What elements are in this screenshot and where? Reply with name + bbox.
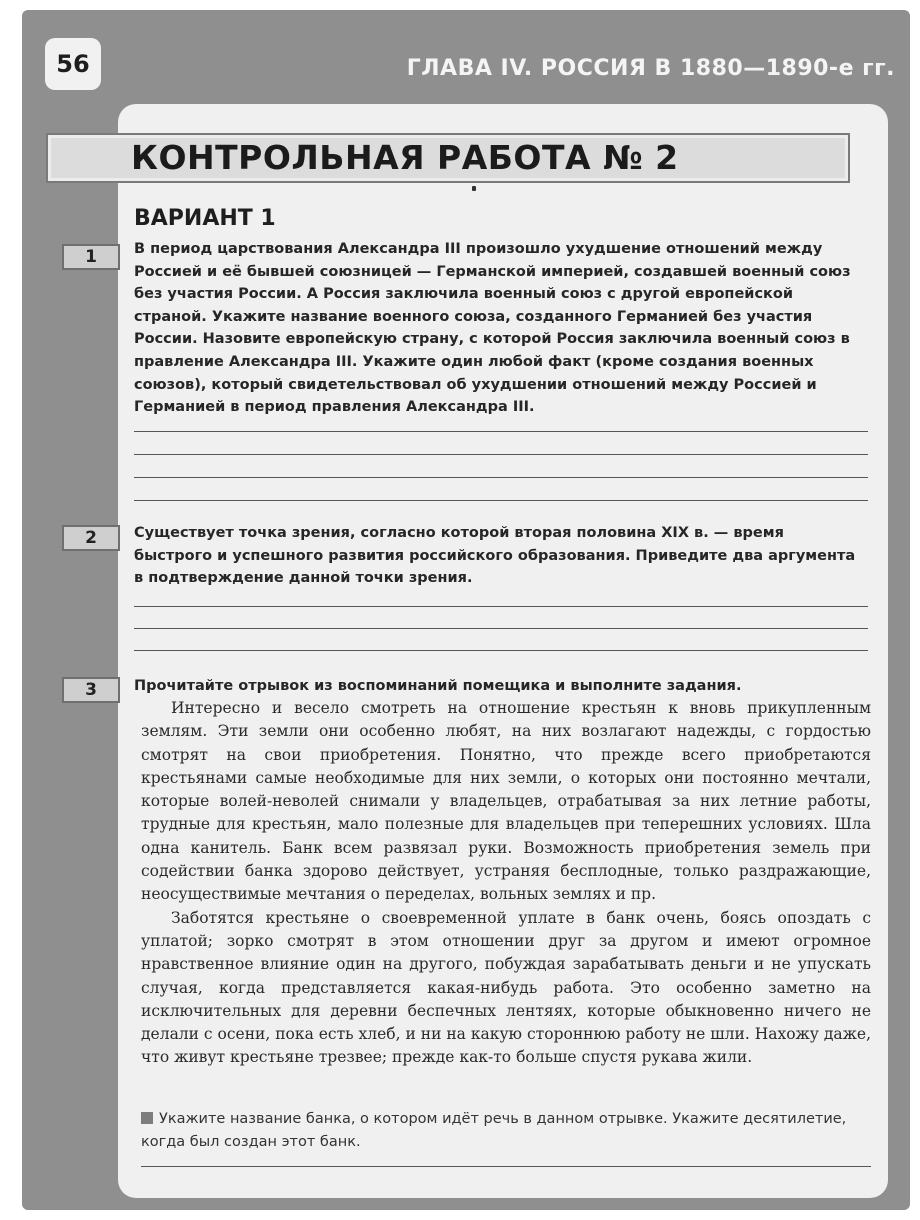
variant-heading: ВАРИАНТ 1 xyxy=(134,206,276,231)
ink-dot xyxy=(472,186,476,191)
memoir-excerpt xyxy=(141,697,871,1070)
question-text-2: Существует точка зрения, согласно которой вторая половина XIX в. — время быстрого и успешного развития российского образования. Приведите два аргумента в подтверждение данной точки зрения. xyxy=(134,525,856,587)
answer-line[interactable] xyxy=(134,477,868,478)
excerpt-paragraph-1: Интересно и весело смотреть на отношение крестьян к вновь прикупленным землям. Эти земли они особенно любят, на них возлагают надежды, с гордостью смотрят на свои приобретения. Понятно, что прежде всего приобретаются крестьянами самые необходимые для них земли, о которых они постоянно мечтали, которые волей-неволей снимали у владельцев, отрабатывая за них летние работы, трудные для крестьян, мало полезные для владельцев при теперешних условиях. Шла одна канитель. Банк всем развязал руки. Возможность приобретения земель при содействии банка здорово действует, устраняя бесплодные, только раздражающие, неосуществимые мечтания о переделах, вольных землях и пр. xyxy=(141,699,871,904)
answer-line[interactable] xyxy=(134,500,868,501)
question-number-1: 1 xyxy=(62,244,120,270)
answer-line[interactable] xyxy=(134,431,868,432)
answer-line[interactable] xyxy=(141,1166,871,1167)
answer-line[interactable] xyxy=(134,628,868,629)
page-title: КОНТРОЛЬНАЯ РАБОТА № 2 xyxy=(131,138,679,177)
answer-line[interactable] xyxy=(134,606,868,607)
chapter-title: ГЛАВА IV. РОССИЯ В 1880—1890-е гг. xyxy=(406,56,895,81)
question-number-3: 3 xyxy=(62,677,120,703)
answer-line[interactable] xyxy=(134,650,868,651)
question-text-1: В период царствования Александра III произошло ухудшение отношений между Россией и её бывшей союзницей — Германской империей, создавшей военный союз без участия России. А Россия заключила военный союз с другой европейской страной. Укажите название военного союза, созданного Германией без участия России. Назовите европейскую страну, с которой Россия заключила военный союз в правление Александра III. Укажите один любой факт (кроме создания военных союзов), который свидетельствовал об ухудшении отношений между Россией и Германией в период правления Александра III. xyxy=(134,241,851,416)
task-text: Укажите название банка, о котором идёт речь в данном отрывке. Укажите десятилетие, когда был создан этот банк. xyxy=(141,1111,847,1150)
answer-line[interactable] xyxy=(134,454,868,455)
question-text-3: Прочитайте отрывок из воспоминаний помещика и выполните задания. xyxy=(134,678,742,694)
question-number-2: 2 xyxy=(62,525,120,551)
excerpt-paragraph-2: Заботятся крестьяне о своевременной уплате в банк очень, боясь опоздать с уплатой; зорко смотрят в этом отношении друг за другом и имеют огромное нравственное влияние один на другого, побуждая зарабатывать деньги и не упускать случая, когда представляется какая-нибудь работа. Это особенно заметно на исключительных для деревни беспечных лентяях, которые обыкновенно ничего не делали с осени, пока есть хлеб, и ни на какую стороннюю работу не шли. Нахожу даже, что живут крестьяне трезвее; прежде как-то больше спустя рукава жили. xyxy=(141,908,871,1067)
square-bullet-icon xyxy=(141,1112,153,1124)
task-instruction xyxy=(141,1108,871,1154)
page-number: 56 xyxy=(45,38,101,90)
